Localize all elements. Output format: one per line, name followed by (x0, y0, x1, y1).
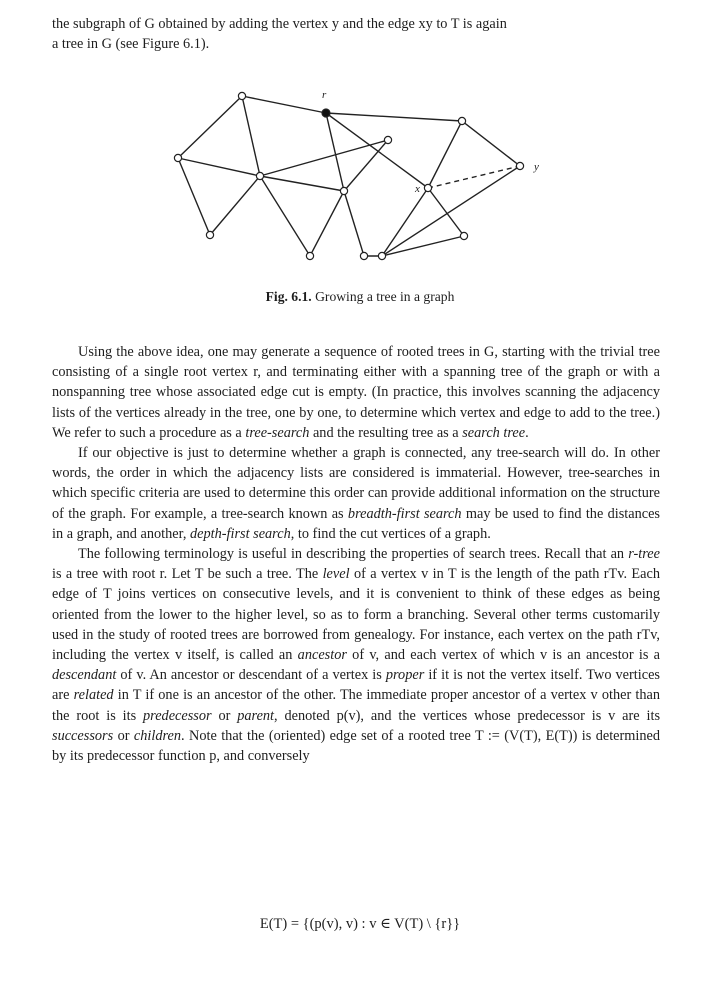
edge (310, 191, 344, 256)
edge (210, 176, 260, 235)
paragraph-3: The following terminology is useful in describing the properties of search trees. Recall that an r-tree is a tree with root r. Let T be such a tree. The level of a vertex v in T is the length of the path rTv. Each edge of T joins vertices on consecutive levels, and it is convenient to think of these edges as being oriented from the lower to the higher level, so as to form a branching. Several other terms customarily used in the study of rooted trees are borrowed from genealogy. For instance, each vertex on the path rTv, including the vertex v itself, is called an ancestor of v, and each vertex of which v is an ancestor is a descendant of v. An ancestor or descendant of a vertex is proper if it is not the vertex itself. Two vertices are related in T if one is an ancestor of the other. The immediate proper ancestor of a vertex v other than the root is its predecessor or parent, denoted p(v), and the vertices whose predecessor is v are its successors or children. Note that the (oriented) edge set of a rooted tree T := (V(T), E(T)) is determined by its predecessor function p, and conversely (52, 546, 661, 765)
vertex-x (424, 184, 431, 191)
edge (242, 96, 260, 176)
edge (178, 96, 242, 158)
intro-line-2: a tree in G (see Figure 6.1). (52, 36, 210, 53)
vertex (360, 252, 367, 259)
vertex (460, 232, 467, 239)
edge (178, 158, 260, 176)
body-text (52, 342, 660, 766)
edge (260, 176, 310, 256)
edge (344, 191, 364, 256)
label-x: x (415, 183, 420, 195)
vertex-y (516, 162, 523, 169)
edge (462, 121, 520, 166)
vertex (340, 187, 347, 194)
caption-number: Fig. 6.1. (265, 289, 312, 304)
edge (382, 166, 520, 256)
label-r: r (322, 89, 327, 101)
label-y: y (534, 161, 539, 173)
edge (260, 176, 344, 191)
root-vertex (322, 109, 330, 117)
edge (326, 113, 462, 121)
edge (260, 140, 388, 176)
vertex (206, 231, 213, 238)
paragraph-1: Using the above idea, one may generate a sequence of rooted trees in G, starting with the trivial tree consisting of a single root vertex r, and terminating either with a spanning tree of the graph or with a nonspanning tree whose associated edge cut is empty. (In practice, this involves scanning the adjacency lists of the vertices already in the tree, one by one, to determine which vertex and edge to add to the tree.) We refer to such a procedure as a tree-search and the resulting tree as a search tree. (52, 344, 660, 441)
edge (428, 188, 464, 236)
caption-text: Growing a tree in a graph (315, 289, 455, 304)
intro-line-1: the subgraph of G obtained by adding the vertex y and the edge xy to T is again (52, 16, 507, 32)
vertex (174, 154, 181, 161)
vertex (384, 136, 391, 143)
vertex (458, 117, 465, 124)
intro-text (52, 14, 660, 54)
vertex (256, 172, 263, 179)
edge (344, 140, 388, 191)
formula-edge-set: E(T) = {(p(v), v) : v ∈ V(T) \ {r}} (259, 916, 461, 932)
vertex (378, 252, 385, 259)
edge (242, 96, 326, 113)
paragraph-2: If our objective is just to determine whether a graph is connected, any tree-search will do. In other words, the order in which the adjacency lists are considered is immaterial. However, tree-searches in which specific criteria are used to determine this order can provide additional information on the structure of the graph. For example, a tree-search known as breadth-first search may be used to find the distances in a graph, and another, depth-first search, to find the cut vertices of a graph. (52, 445, 660, 542)
dashed-edge-xy (428, 166, 520, 188)
edge (178, 158, 210, 235)
figure-caption (0, 289, 720, 305)
edge (428, 121, 462, 188)
vertex (306, 252, 313, 259)
vertex (238, 92, 245, 99)
graph-figure (160, 78, 560, 278)
